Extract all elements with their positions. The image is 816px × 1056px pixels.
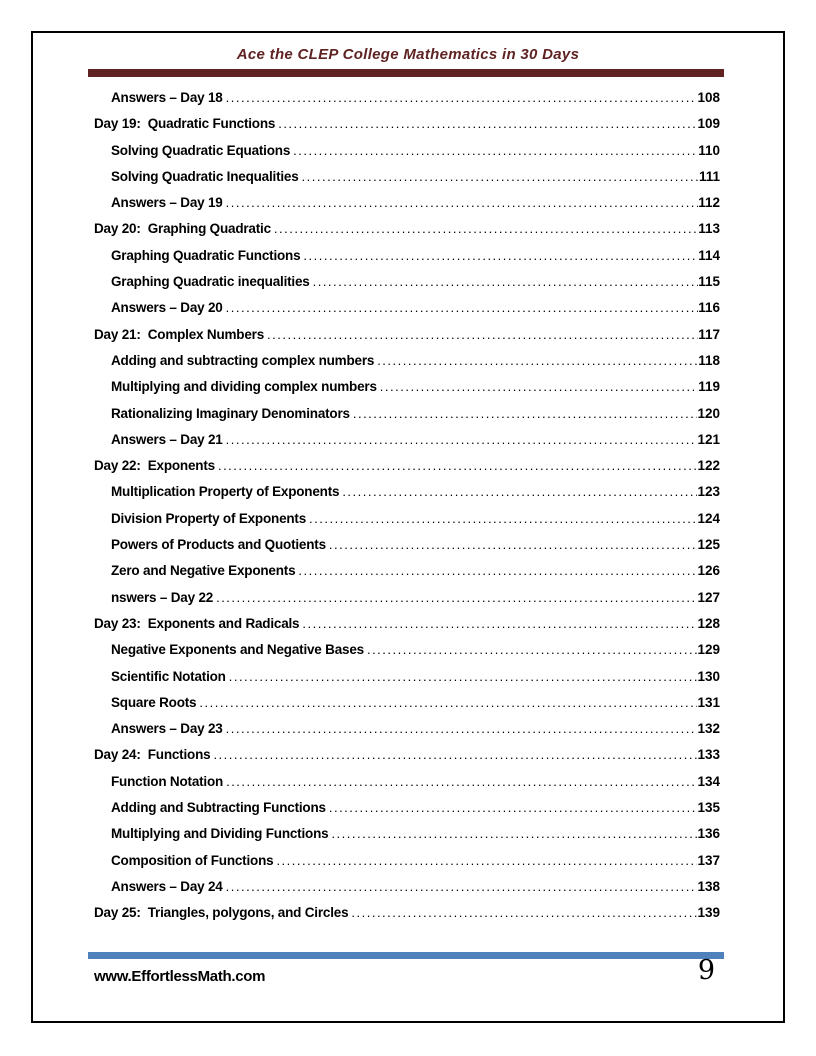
toc-entry-label: Day 20: Graphing Quadratic	[94, 221, 271, 237]
toc-entry-page-number: 114	[698, 247, 720, 263]
toc-dot-leader	[300, 248, 698, 263]
toc-entry	[94, 300, 720, 326]
toc-entry-page-number: 128	[697, 615, 720, 631]
toc-dot-leader	[374, 353, 698, 368]
toc-dot-leader	[299, 616, 697, 631]
toc-entry-page-number: 110	[698, 142, 720, 158]
toc-dot-leader	[264, 327, 698, 342]
toc-entry	[94, 642, 720, 668]
toc-dot-leader	[223, 721, 698, 736]
toc-entry	[94, 747, 720, 773]
toc-dot-leader	[223, 195, 699, 210]
toc-dot-leader	[350, 406, 698, 421]
toc-entry-page-number: 134	[697, 773, 720, 789]
toc-entry-label: Graphing Quadratic Functions	[111, 247, 301, 263]
toc-dot-leader	[223, 774, 697, 789]
toc-dot-leader	[310, 274, 699, 289]
toc-entry-label: Zero and Negative Exponents	[111, 563, 296, 579]
toc-entry	[94, 800, 720, 826]
toc-entry	[94, 353, 720, 379]
toc-entry	[94, 879, 720, 905]
toc-entry-label: Square Roots	[111, 694, 197, 710]
toc-entry	[94, 169, 720, 195]
toc-entry	[94, 248, 720, 274]
toc-dot-leader	[295, 563, 697, 578]
toc-entry-page-number: 139	[697, 905, 720, 921]
toc-entry-label: Division Property of Exponents	[111, 510, 307, 526]
toc-entry-label: Answers – Day 23	[111, 721, 223, 737]
toc-entry	[94, 274, 720, 300]
toc-dot-leader	[275, 116, 697, 131]
toc-entry	[94, 616, 720, 642]
toc-entry-label: Day 21: Complex Numbers	[94, 326, 265, 342]
toc-dot-leader	[273, 853, 697, 868]
running-header-title: Ace the CLEP College Mathematics in 30 Days	[236, 46, 580, 63]
toc-entry-page-number: 129	[697, 642, 720, 658]
toc-entry	[94, 143, 720, 169]
toc-entry	[94, 432, 720, 458]
toc-entry-page-number: 112	[698, 195, 720, 211]
toc-entry	[94, 90, 720, 116]
toc-entry-label: Answers – Day 21	[111, 431, 223, 447]
toc-entry-label: Answers – Day 18	[111, 90, 223, 105]
toc-entry-label: Adding and subtracting complex numbers	[111, 352, 375, 368]
toc-dot-leader	[196, 695, 697, 710]
toc-dot-leader	[377, 379, 698, 394]
toc-entry-label: Composition of Functions	[111, 852, 274, 868]
toc-entry-label: Multiplying and dividing complex numbers	[111, 379, 377, 395]
toc-entry-page-number: 130	[697, 668, 720, 684]
toc-entry-label: Day 19: Quadratic Functions	[94, 116, 276, 132]
toc-dot-leader	[326, 800, 698, 815]
toc-entry-page-number: 123	[697, 484, 720, 500]
toc-dot-leader	[364, 642, 698, 657]
toc-entry-label: Function Notation	[111, 773, 224, 789]
toc-dot-leader	[215, 458, 698, 473]
toc-entry-page-number: 127	[697, 589, 720, 605]
toc-entry	[94, 511, 720, 537]
toc-dot-leader	[223, 300, 699, 315]
toc-entry	[94, 537, 720, 563]
toc-dot-leader	[306, 511, 697, 526]
toc-entry-page-number: 136	[697, 826, 720, 842]
toc-entry	[94, 195, 720, 221]
toc-entry	[94, 406, 720, 432]
footer-website-link[interactable]: www.EffortlessMath.com	[94, 968, 266, 985]
toc-entry-page-number: 118	[698, 352, 720, 368]
toc-dot-leader	[223, 432, 698, 447]
toc-dot-leader	[226, 669, 698, 684]
toc-entry-label: Adding and Subtracting Functions	[111, 800, 326, 816]
toc-entry-page-number: 111	[698, 168, 720, 184]
toc-entry-label: Rationalizing Imaginary Denominators	[111, 405, 350, 421]
toc-entry-label: Multiplication Property of Exponents	[111, 484, 340, 500]
toc-entry-label: Answers – Day 24	[111, 878, 223, 894]
toc-entry-label: Day 24: Functions	[94, 747, 211, 763]
toc-entry	[94, 853, 720, 879]
toc-dot-leader	[348, 905, 697, 920]
toc-dot-leader	[223, 879, 698, 894]
toc-dot-leader	[213, 590, 697, 605]
toc-entry-label: Solving Quadratic Equations	[111, 142, 291, 158]
toc-dot-leader	[223, 90, 698, 105]
footer-rule	[88, 952, 724, 959]
toc-entry-page-number: 119	[698, 379, 720, 395]
toc-entry-label: Answers – Day 19	[111, 195, 223, 211]
toc-entry-page-number: 132	[697, 721, 720, 737]
page-number: 9	[697, 955, 715, 986]
toc-entry-page-number: 117	[698, 326, 720, 342]
toc-dot-leader	[339, 484, 697, 499]
toc-entry-label: Day 23: Exponents and Radicals	[94, 615, 300, 631]
toc-entry	[94, 458, 720, 484]
toc-entry-label: Multiplying and Dividing Functions	[111, 826, 329, 842]
toc-entry-page-number: 133	[697, 747, 720, 763]
toc-entry-label: Powers of Products and Quotients	[111, 537, 326, 553]
toc-entry	[94, 695, 720, 721]
toc-entry-page-number: 122	[697, 458, 720, 474]
toc-entry-label: Answers – Day 20	[111, 300, 223, 316]
toc-entry	[94, 484, 720, 510]
toc-entry-page-number: 131	[697, 694, 720, 710]
toc-dot-leader	[299, 169, 699, 184]
toc-entry	[94, 826, 720, 852]
toc-entry-label: Day 25: Triangles, polygons, and Circles	[94, 905, 349, 921]
toc-entry	[94, 221, 720, 247]
toc-entry-page-number: 120	[697, 405, 720, 421]
toc-entry	[94, 116, 720, 142]
toc-dot-leader	[326, 537, 698, 552]
toc-entry	[94, 721, 720, 747]
toc-entry	[94, 590, 720, 616]
header-rule	[88, 69, 724, 77]
toc-entry	[94, 379, 720, 405]
toc-entry-label: Scientific Notation	[111, 668, 226, 684]
toc-entry-page-number: 138	[697, 878, 720, 894]
toc-entry-page-number: 113	[698, 221, 720, 237]
toc-entry	[94, 327, 720, 353]
toc-dot-leader	[210, 747, 697, 762]
toc-entry-page-number: 121	[697, 431, 720, 447]
toc-entry-page-number: 125	[697, 537, 720, 553]
toc-entry-page-number: 109	[697, 116, 720, 132]
toc-entry-label: nswers – Day 22	[111, 589, 214, 605]
toc-dot-leader	[328, 826, 697, 841]
toc-entry-page-number: 124	[697, 510, 720, 526]
toc-entry-page-number: 137	[697, 852, 720, 868]
toc-entry-label: Day 22: Exponents	[94, 458, 215, 474]
toc-entry-page-number: 126	[697, 563, 720, 579]
toc-entry	[94, 774, 720, 800]
toc-entry-page-number: 108	[697, 90, 720, 105]
toc-entry	[94, 563, 720, 589]
toc-entry-page-number: 115	[698, 274, 720, 290]
toc-entry	[94, 905, 720, 931]
document-page	[31, 31, 785, 1023]
toc-dot-leader	[271, 221, 698, 236]
toc-entry-label: Graphing Quadratic inequalities	[111, 274, 310, 290]
toc-entry	[94, 669, 720, 695]
toc-entry-label: Solving Quadratic Inequalities	[111, 168, 299, 184]
toc-entry-page-number: 135	[697, 800, 720, 816]
table-of-contents	[94, 90, 720, 932]
toc-entry-label: Negative Exponents and Negative Bases	[111, 642, 364, 658]
toc-entry-page-number: 116	[698, 300, 720, 316]
toc-dot-leader	[290, 143, 698, 158]
